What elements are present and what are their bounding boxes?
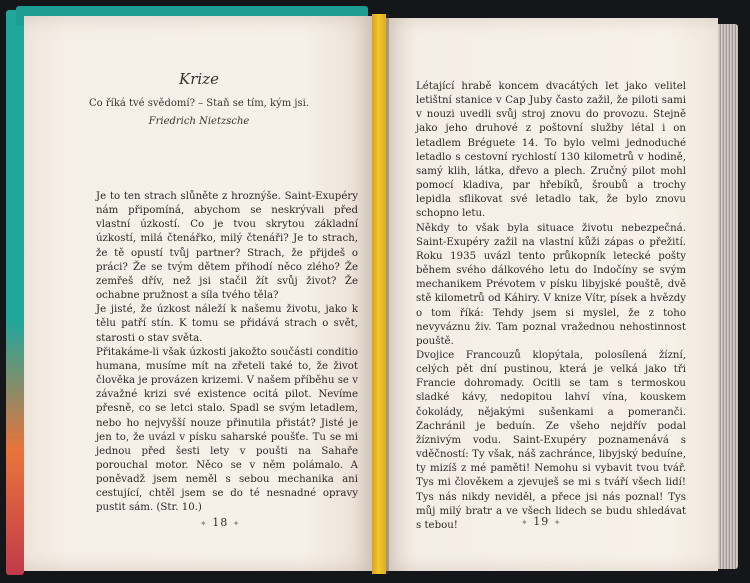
left-page-text [96,190,358,516]
ornament-icon: ✦ [200,519,208,528]
ornament-icon: ✦ [232,519,241,528]
right-paragraph-2: Někdy to však byla situace životu nebezpečná. Saint-Exupéry zažil na vlastní kůži zápas o přežití. Roku 1935 uvázl tento průkopník letecké pošty během svého dálkového letu do Indočíny se svým mechanikem Prévotem v písku libyjské pouště, dvě stě kilometrů od Káhiry. V knize Vítr, písek a hvězdy o tom říká: Tehdy jsem si myslel, že z toho nevyváznu živ. Tam poznal vražednou nehostinnost pouště. [416,222,686,347]
right-page-text [416,80,686,533]
bookmark-ribbon [372,14,386,574]
ornament-icon: ✦ [521,518,529,527]
book-cover-edge [6,10,24,575]
chapter-title: Krize [179,70,219,88]
left-paragraph-3: Přitakáme-li však úzkosti jakožto součásti conditio humana, musíme mít na zřeteli také to, že život člověka je provázen krizemi. V našem příběhu se v závažné krizi své existence ocitá pilot. Nevíme přesně, co se letci stalo. Spadl se svým letadlem, nebo ho nejvyšší nouze přinutila přistát? Jisté je jen to, že uvázl v písku saharské poušťe. Tu se mi jednou před šesti lety v poušti na Sahaře porouchal motor. Něco se v něm polámalo. A poněvadž jsem neměl s sebou mechanika ani cestující, chtěl jsem se do té nesnadné opravy pustit sám. (Str. 10.) [96,346,358,514]
page-number-left [200,516,240,529]
epigraph-author: Friedrich Nietzsche [148,116,250,127]
ribbon-shadow [386,14,389,574]
left-paragraph-1: Je to ten strach slůněte z hroznýše. Saint-Exupéry nám připomíná, abychom se neskrývali před vlastní úzkostí. Co je tvou skrytou základní úzkostí, milá čtenářko, milý čtenáři? Je to strach, že tě opustí tvůj partner? Strach, že přijdeš o práci? Že se tvým dětem přihodí něco zlého? Že zemřeš dřív, než jsi stačil žít svůj život? Že ochabne pružnost a síla tvého těla? [96,191,358,302]
left-paragraph-2: Je jisté, že úzkost náleží k našemu životu, jako k tělu patří stín. K tomu se přidává strach o svět, starosti o stav světa. [96,304,358,344]
page-edges [718,24,738,569]
right-paragraph-3: Dvojice Francouzů klopýtala, polosílená žízní, celých pět dní pustinou, která je velká jako tři Francie dohromady. Ocitli se tam s termoskou sladké kávy, nedopitou lahví vína, kouskem čokolády, nějakými sušenkami a pomeranči. Zachránil je beduín. Ze všeho nejdřív podal žíznivým vodu. Saint-Exupéry poznamenává s vděčností: Ty však, náš zachránce, libyjský beduíne, ty mizíš z mé paměti! Nemohu si vybavit tvou tvář. Tys mi člověkem a zjevuješ se mi s tváří všech lidí! Tys nás nikdy neviděl, a přece jsi nás poznal! Tys můj milý bratr a ve všech lidech se budu shledávat s tebou! [416,349,686,531]
page-number-left-value: 18 [212,516,229,529]
page-number-right-value: 19 [533,515,550,528]
right-paragraph-1: Létající hrabě koncem dvacátých let jako velitel letištní stanice v Cap Juby často zažil, že piloti sami v nouzi uvedli svůj stroj znovu do provozu. Stejně jako jeho druhové z poštovní služby létal i on letadlem Bréguete 14. To bylo velmi jednoduché letadlo s cestovní rychlostí 130 kilometrů v hodině, samý klih, látka, dřevo a plech. Zručný pilot mohl pomocí kladiva, par hřebíků, šroubů a trochy lepidla sflikovat své letadlo tak, že bylo znovu schopno letu. [416,81,686,220]
page-number-right [521,515,561,528]
epigraph-quote: Co říká tvé svědomí? – Staň se tím, kým jsi. [88,98,310,109]
ornament-icon: ✦ [553,518,562,527]
